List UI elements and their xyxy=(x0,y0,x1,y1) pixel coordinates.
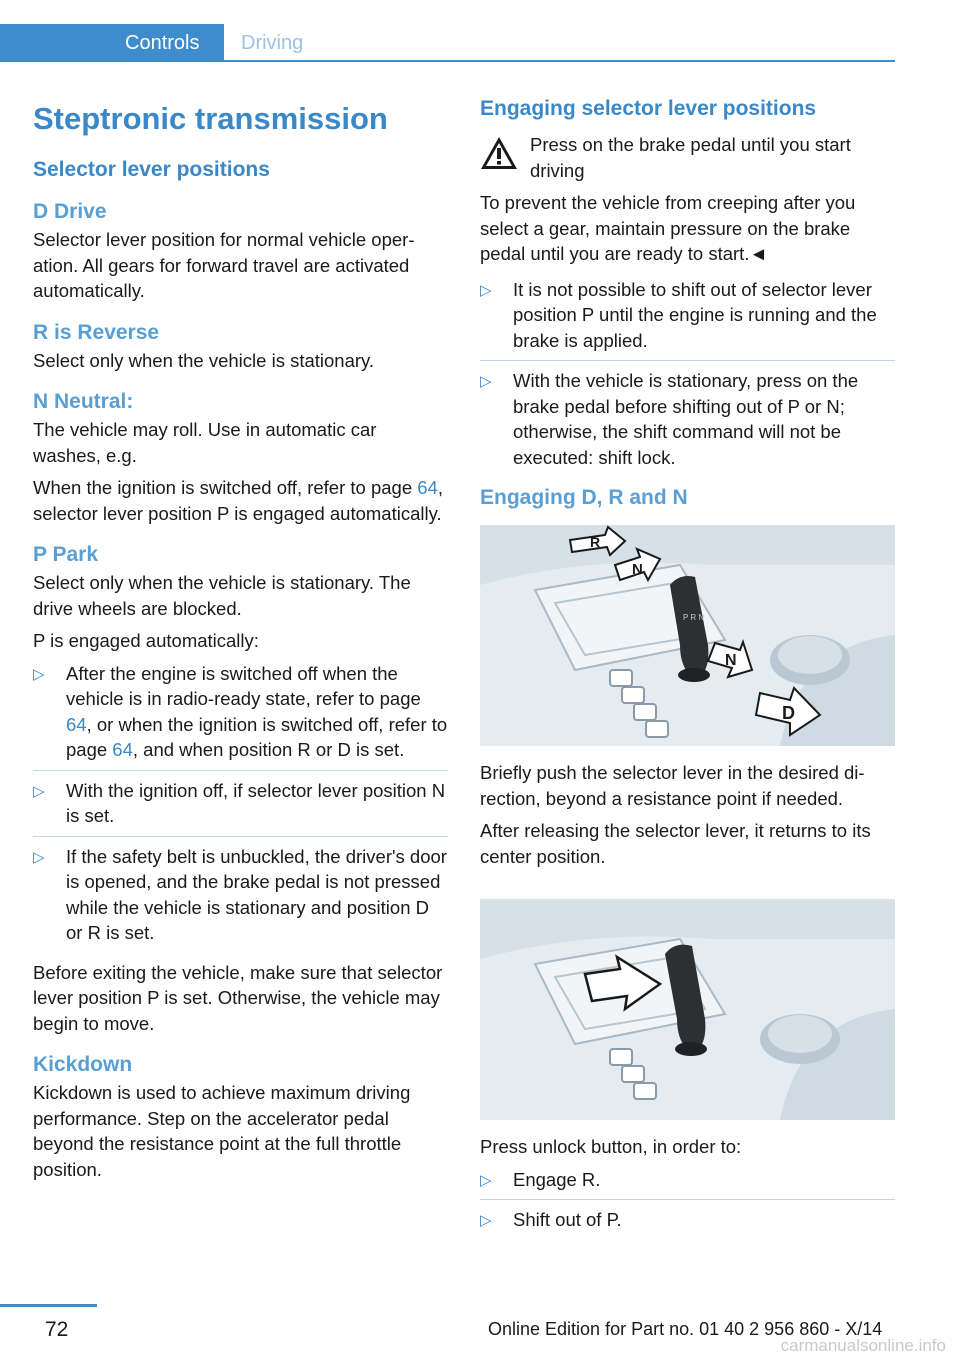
heading-d-drive: D Drive xyxy=(33,200,107,223)
text-reverse: Select only when the vehicle is stationary. xyxy=(33,349,375,371)
text-neutral-1: The vehicle may roll. Use in automatic car washes, e.g. xyxy=(33,419,377,466)
text-park-2: P is engaged automatically: xyxy=(33,630,259,651)
text-drn-2: After releasing the selector lever, it returns to its center position. xyxy=(480,820,871,867)
warning-note xyxy=(480,132,895,183)
edition-text: Online Edition for Part no. 01 40 2 956 860 - X/14 xyxy=(488,1319,883,1339)
footer-divider xyxy=(0,1304,97,1307)
selector-lever-diagram-unlock xyxy=(480,899,895,1120)
unlock-list xyxy=(480,1167,895,1240)
bullet-triangle-icon: ▷ xyxy=(480,1212,492,1229)
heading-r-reverse: R is Reverse xyxy=(33,320,160,344)
tab-driving[interactable]: Driving xyxy=(241,32,304,54)
park-list xyxy=(33,661,448,953)
bullet-triangle-icon: ▷ xyxy=(33,848,45,866)
heading-engaging-drn: Engaging D, R and N xyxy=(480,486,688,509)
list-item: ▷ It is not possible to shift out of selector lever position P until the engine is running and the brake is applied. xyxy=(480,277,895,362)
arrow-label-n-upper: N xyxy=(632,561,643,578)
list-item: ▷ Shift out of P. xyxy=(480,1207,895,1240)
text-kickdown: Kickdown is used to achieve maximum driving performance. Step on the accelerator pedal beyond the resistance point at the full throttle position. xyxy=(33,1082,411,1180)
warning-triangle-icon xyxy=(480,136,518,170)
bullet-triangle-icon: ▷ xyxy=(480,373,492,390)
list-item: ▷ If the safety belt is unbuckled, the driver's door is opened, and the brake pedal is not pressed while the vehicle is stationary and position D or R is set. xyxy=(33,845,447,943)
section-title-selector-positions: Selector lever positions xyxy=(33,158,270,181)
arrow-label-r: R xyxy=(590,534,601,550)
text-unlock: Press unlock button, in order to: xyxy=(480,1136,742,1157)
heading-p-park: P Park xyxy=(33,543,98,566)
bullet-triangle-icon: ▷ xyxy=(480,1171,492,1189)
warning-text: Press on the brake pedal until you start driving xyxy=(530,134,851,181)
heading-n-neutral: N Neutral: xyxy=(33,390,134,413)
arrow-label-d: D xyxy=(782,703,795,723)
page-link[interactable]: 64 xyxy=(112,739,133,760)
left-column xyxy=(33,96,448,1189)
page-title: Steptronic transmission xyxy=(33,101,388,136)
text-park-3: Before exiting the vehicle, make sure that selector lever position P is set. Otherwise, the vehicle may begin to move. xyxy=(33,961,443,1034)
text-drn-1: Briefly push the selector lever in the desired direction, beyond a resistance point if needed. xyxy=(480,762,865,809)
watermark-text: carmanualsonline.info xyxy=(780,1336,946,1355)
tab-controls[interactable]: Controls xyxy=(0,24,224,62)
bullet-triangle-icon: ▷ xyxy=(480,281,492,299)
bullet-triangle-icon: ▷ xyxy=(33,782,45,800)
page-number: 72 xyxy=(45,1318,69,1341)
engage-list xyxy=(480,277,895,478)
page-link[interactable]: 64 xyxy=(417,477,438,498)
list-item: ▷ With the vehicle is stationary, press on the brake pedal before shifting out of P or N; otherwise, the shift command will not be executed: shift lock. xyxy=(480,370,859,468)
text-neutral-2: When the ignition is switched off, refer to page 64, selector lever position P is engaged automatically. xyxy=(33,477,443,524)
text-drive: Selector lever position for normal vehicle operation. All gears for forward travel are activated automatically. xyxy=(33,229,415,301)
bullet-triangle-icon: ▷ xyxy=(33,665,45,683)
header-tabs xyxy=(0,24,895,62)
page-link[interactable]: 64 xyxy=(66,713,87,735)
svg-text:P R N: P R N xyxy=(683,613,705,622)
section-title-engaging: Engaging selector lever positions xyxy=(480,97,817,120)
list-item: ▷ After the engine is switched off when the vehicle is in radio-ready state, refer to page 64, or when the ignition is switched off, refer to page 64, and when position R or D is set. xyxy=(33,661,448,771)
header-divider xyxy=(224,60,895,62)
selector-lever-diagram-drn xyxy=(480,525,895,746)
list-item: ▷ Engage R. xyxy=(480,1167,895,1201)
list-item: ▷ With the ignition off, if selector lever position N is set. xyxy=(33,778,448,837)
right-column xyxy=(480,96,895,1247)
arrow-label-n-lower: N xyxy=(725,652,737,669)
text-park-1: Select only when the vehicle is stationary. The drive wheels are blocked. xyxy=(33,572,411,619)
text-engage: To prevent the vehicle from creeping after you select a gear, maintain pressure on the brake pedal until you are ready to start.◄ xyxy=(480,192,856,264)
heading-kickdown: Kickdown xyxy=(33,1053,133,1076)
